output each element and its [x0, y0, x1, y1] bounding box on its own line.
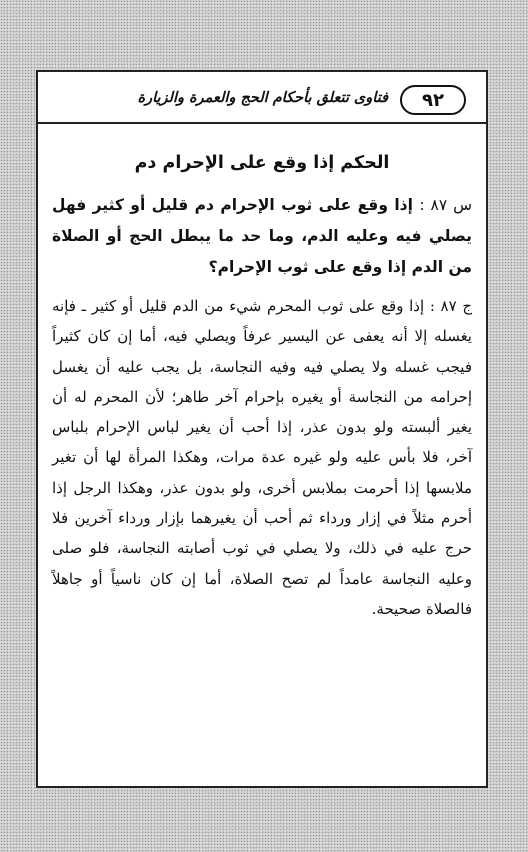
- header-divider: [38, 122, 486, 124]
- answer-label: ج ٨٧ :: [429, 297, 473, 315]
- question-label: س ٨٧ :: [419, 196, 472, 214]
- page-header: [52, 84, 472, 118]
- question-text: إذا وقع على ثوب الإحرام دم قليل أو كثير فهل يصلي فيه وعليه الدم، وما حد ما يبطل الحج أو الصلاة من الدم إذا وقع على ثوب الإحرام؟: [52, 196, 472, 276]
- answer-paragraph: [52, 291, 472, 624]
- page-content: [52, 150, 472, 624]
- answer-text: إذا وقع على ثوب المحرم شيء من الدم قليل أو كثير ـ فإنه يغسله إلا أنه يعفى عن اليسير عرفاً ويصلي فيه، أما إن كان كثيراً فيجب غسله ولا يصلي فيه وفيه النجاسة، بل يجب عليه أن يغسل إحرامه من النجاسة أو يغيره بإحرام آخر طاهر؛ لأن المحرم له أن يغير ألبسته ولو بدون عذر، إذا أحب أن يغير لباس الإحرام بلباس آخر، فلا بأس عليه ولو غيره عدة مرات، وهكذا المرأة لها أن تغير ملابسها إذا أحرمت بملابس أخرى، ولو بدون عذر، وهكذا الرجل إذا أحرم مثلاً في إزار ورداء ثم أحب أن يغيرهما بإزار ورداء آخرين فلا حرج عليه في ذلك، ولا يصلي في ثوب أصابته النجاسة، فلو صلى وعليه النجاسة عامداً لم تصح الصلاة، أما إن كان ناسياً أو جاهلاً فالصلاة صحيحة.: [52, 297, 472, 618]
- question-paragraph: [52, 190, 472, 283]
- book-page: [36, 70, 488, 788]
- book-title: فتاوى تتعلق بأحكام الحج والعمرة والزيارة: [137, 90, 388, 106]
- page-number: ٩٢: [400, 85, 466, 115]
- section-title: الحكم إذا وقع على الإحرام دم: [134, 153, 390, 173]
